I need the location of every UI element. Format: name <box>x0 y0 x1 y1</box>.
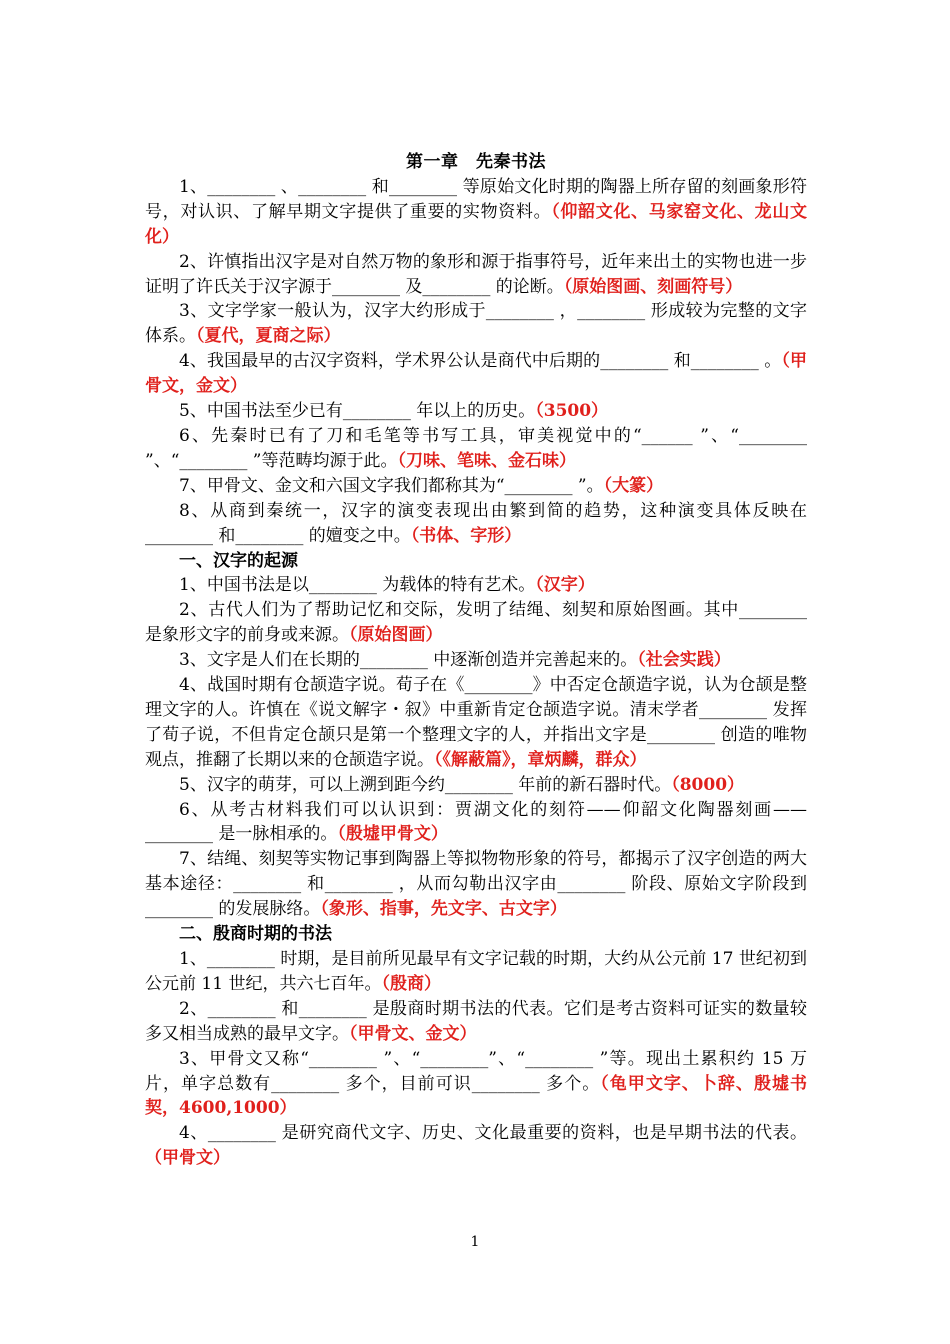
question-text: 6、从考古材料我们可以认识到：贾湖文化的刻符——仰韶文化陶器刻画——________ 是一脉相承的。 <box>145 799 807 845</box>
question-text: 3、文字学家一般认为，汉字大约形成于________ ，________ 形成较为完整的文字体系。 <box>145 301 807 347</box>
answer-text: （3500） <box>535 401 609 422</box>
answer-text: （原始图画） <box>349 625 443 646</box>
question-item <box>145 573 807 598</box>
answer-text: （原始图画、刻画符号） <box>563 276 743 297</box>
question-text: 5、汉字的萌芽，可以上溯到距今约________ 年前的新石器时代。 <box>179 774 672 795</box>
question-text: 7、甲骨文、金文和六国文字我们都称其为“________ ”。 <box>179 475 604 496</box>
question-item <box>145 673 807 773</box>
question-item <box>145 773 807 798</box>
question-text: 3、甲骨文又称“________ ”、“________”、“________ ”等。现出土累积约 15 万片，单字总数有________ 多个，目前可识________ 多个。 <box>145 1048 807 1094</box>
answer-text: （大篆） <box>603 475 664 496</box>
question-item <box>145 997 807 1047</box>
question-text: 1、________ 、________ 和________ 等原始文化时期的陶器上所存留的刻画象形符号，对认识、了解早期文字提供了重要的实物资料。 <box>145 176 807 222</box>
page-number: 1 <box>470 1234 480 1250</box>
question-text: 5、中国书法至少已有________ 年以上的历史。 <box>179 401 536 422</box>
question-text: 4、我国最早的古汉字资料，学术界公认是商代中后期的________ 和________ 。 <box>179 351 782 372</box>
answer-text: （汉字） <box>535 575 595 596</box>
answer-text: （甲骨文、金文） <box>349 1023 477 1044</box>
question-item <box>145 424 807 474</box>
question-item <box>145 648 807 673</box>
question-item <box>145 499 807 549</box>
answer-text: （社会实践） <box>637 650 731 671</box>
answer-text: （夏代，夏商之际） <box>196 326 341 347</box>
question-item <box>145 399 807 424</box>
question-text: 7、结绳、刻契等实物记事到陶器上等拟物物形象的符号，都揭示了汉字创造的两大基本途径：________ 和________ ，从而勾勒出汉字由________ 阶段、原始文字阶段到________ 的发展脉络。 <box>145 849 807 920</box>
question-item <box>145 299 807 349</box>
question-text: 4、________ 是研究商代文字、历史、文化最重要的资料，也是早期书法的代表。 <box>179 1123 807 1144</box>
section-heading: 一、汉字的起源 <box>179 550 298 571</box>
question-item <box>145 847 807 922</box>
question-text: 2、________ 和________ 是殷商时期书法的代表。它们是考古资料可证实的数量较多又相当成熟的最早文字。 <box>145 998 807 1044</box>
answer-text: （殷商） <box>381 973 441 994</box>
question-item <box>145 1047 807 1122</box>
question-text: 1、________ 时期，是目前所见最早有文字记载的时期，大约从公元前 17 世纪初到公元前 11 世纪，共六七百年。 <box>145 949 807 994</box>
answer-text: （甲骨文，金文） <box>145 351 808 397</box>
section2-questions <box>145 947 807 1171</box>
answer-text: （象形、指事，先文字、古文字） <box>320 899 567 920</box>
question-item <box>145 250 807 300</box>
section-heading: 二、殷商时期的书法 <box>179 924 332 945</box>
answer-text: （书体、字形） <box>410 525 522 546</box>
question-text: 4、战国时期有仓颉造字说。荀子在《________》中否定仓颉造字说，认为仓颉是整理文字的人。许慎在《说文解字・叙》中重新肯定仓颉造字说。清末学者________ 发挥了荀子说，不但肯定仓颉只是第一个整理文字的人，并指出文字是________ 创造的唯物观点，推翻了长期以来的仓颉造字说。 <box>145 675 807 770</box>
question-item <box>145 175 807 250</box>
answer-text: （刀味、笔味、金石味） <box>397 450 576 471</box>
answer-text: （《解蔽篇》，章炳麟，群众） <box>434 749 647 770</box>
page-content <box>145 150 807 1171</box>
question-text: 8、从商到秦统一，汉字的演变表现出由繁到简的趋势，这种演变具体反映在________ 和________ 的嬗变之中。 <box>145 500 807 546</box>
question-text: 3、文字是人们在长期的________ 中逐渐创造并完善起来的。 <box>179 650 638 671</box>
question-item <box>145 947 807 997</box>
answer-text: （龟甲文字、卜辞、殷墟书契，4600,1000） <box>145 1073 808 1119</box>
chapter-title: 第一章 先秦书法 <box>406 152 546 172</box>
question-text: 2、古代人们为了帮助记忆和交际，发明了结绳、刻契和原始图画。其中________ 是象形文字的前身或来源。 <box>145 600 807 646</box>
question-item <box>145 1121 807 1171</box>
question-item <box>145 798 807 848</box>
intro-questions <box>145 175 807 549</box>
answer-text: （甲骨文） <box>145 1148 230 1169</box>
section1-questions <box>145 573 807 922</box>
answer-text: （殷墟甲骨文） <box>337 824 448 845</box>
question-item <box>145 598 807 648</box>
question-item <box>145 349 807 399</box>
question-text: 1、中国书法是以________ 为载体的特有艺术。 <box>179 575 536 596</box>
question-item <box>145 474 807 499</box>
question-text: 2、许慎指出汉字是对自然万物的象形和源于指事符号，近年来出土的实物也进一步证明了许氏关于汉字源于________ 及________ 的论断。 <box>145 251 807 297</box>
answer-text: （仰韶文化、马家窑文化、龙山文化） <box>145 201 808 247</box>
question-text: 6、先秦时已有了刀和毛笔等书写工具，审美视觉中的“______ ”、“________ ”、“________ ”等范畴均源于此。 <box>145 425 807 471</box>
answer-text: （8000） <box>671 774 745 795</box>
